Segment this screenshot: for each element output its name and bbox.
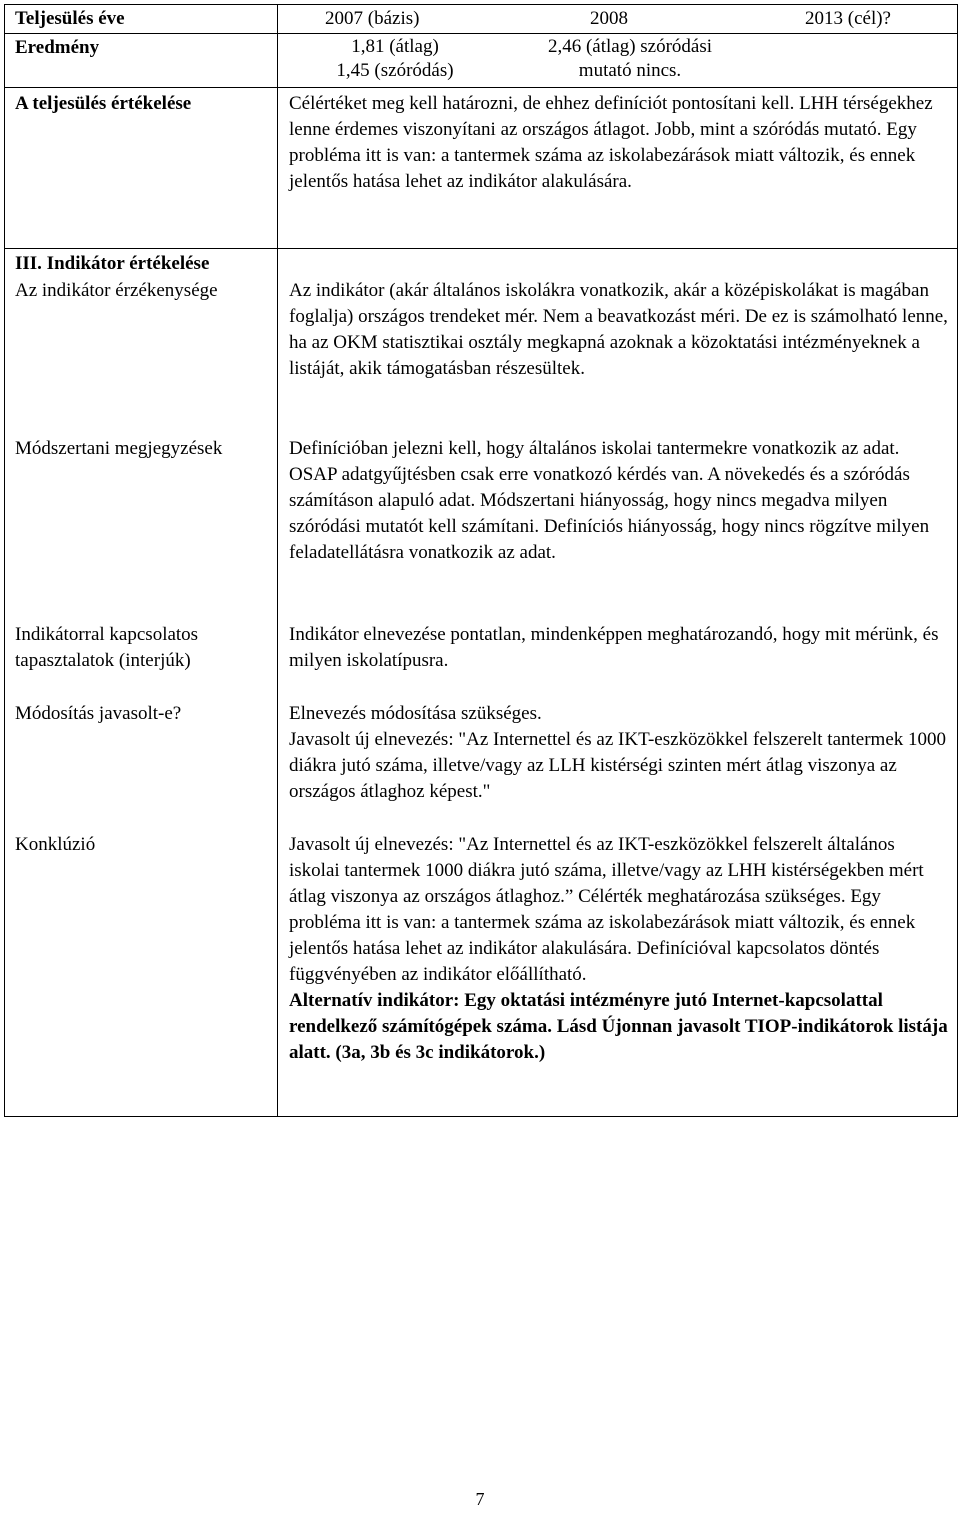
divider	[277, 34, 278, 87]
label-modszertani: Módszertani megjegyzések	[15, 438, 223, 459]
result-2008-spread: mutató nincs.	[578, 60, 682, 81]
result-2008	[510, 35, 750, 83]
text-modszertani: Definícióban jelezni kell, hogy általános iskolai tantermekre vonatkozik az adat. OSAP adatgyűjtésben csak erre vonatkozó kérdés van. A növekedés és a szóródás számításon alapuló adat. Módszertani hiányosság, hogy nincs megadva milyen szóródási mutatót kell számítani. Definíciós hiányosság, hogy nincs rögzítve milyen feladatellátásra vonatkozik az adat.	[289, 438, 930, 563]
text-konkluzio-main: Javasolt új elnevezés: "Az Internettel és az IKT-eszközökkel felszerelt általános iskolai tantermek 1000 diákra jutó száma, illetve/vagy az LHH kistérségekben mért átlag viszonya az országos átlaghoz.” Célérték meghatározása szükséges. Egy probléma itt is van: a tantermek száma az iskolabezárások miatt változik, és ennek jelentős hatása lehet az indikátor alakulására. Definícióval kapcsolatos döntés függvényében az indikátor előállítható.	[289, 834, 924, 985]
label-teljesules-ertekelese: A teljesülés értékelése	[15, 93, 192, 114]
section-indikator-ertekelese	[5, 248, 957, 1116]
text-konkluzio	[289, 832, 949, 1066]
text-modositas	[289, 701, 949, 805]
label-teljesules-eve: Teljesülés éve	[15, 8, 125, 29]
row-eredmeny	[5, 33, 957, 87]
label-modositas: Módosítás javasolt-e?	[15, 703, 182, 724]
text-tapasztalatok: Indikátor elnevezése pontatlan, mindenképpen meghatározandó, hogy mit mérünk, és milyen iskolatípusra.	[289, 624, 939, 671]
divider	[277, 249, 278, 1116]
section-heading: III. Indikátor értékelése	[15, 253, 210, 274]
text-modositas-line1: Elnevezés módosítása szükséges.	[289, 703, 542, 724]
year-2008: 2008	[590, 8, 628, 29]
result-2007	[305, 35, 485, 83]
row-teljesules-ertekelese	[5, 87, 957, 248]
result-2007-avg: 1,81 (átlag)	[351, 36, 439, 57]
result-2007-spread: 1,45 (szóródás)	[336, 60, 454, 81]
label-erzekenyseg: Az indikátor érzékenysége	[15, 280, 218, 301]
label-konkluzio: Konklúzió	[15, 834, 96, 855]
label-eredmeny: Eredmény	[15, 37, 100, 58]
result-2008-avg: 2,46 (átlag) szóródási	[547, 36, 713, 57]
divider	[277, 5, 278, 33]
label-tapasztalatok: Indikátorral kapcsolatos tapasztalatok (interjúk)	[15, 624, 199, 671]
text-modositas-line2: Javasolt új elnevezés: "Az Internettel és az IKT-eszközökkel felszerelt tantermek 1000 diákra jutó száma, illetve/vagy az LLH kistérségi szinten mért átlag viszonya az országos átlaghoz képest."	[289, 729, 947, 802]
text-erzekenyseg: Az indikátor (akár általános iskolákra vonatkozik, akár a középiskolákat is magában foglalja) országos trendeket mér. Nem a beavatkozást méri. De ez is számolható lenne, ha az OKM statisztikai osztály megkapná azoknak a közoktatási intézményeknek a listáját, akik támogatásban részesültek.	[289, 280, 948, 379]
text-konkluzio-alternative: Alternatív indikátor: Egy oktatási intézményre jutó Internet-kapcsolattal rendelkező számítógépek száma. Lásd Újonnan javasolt TIOP-indikátorok listája alatt. (3a, 3b és 3c indikátorok.)	[289, 990, 948, 1063]
year-2013: 2013 (cél)?	[805, 8, 891, 29]
row-teljesules-eve	[5, 5, 957, 33]
year-2007: 2007 (bázis)	[325, 8, 420, 29]
assessment-text: Célértéket meg kell határozni, de ehhez definíciót pontosítani kell. LHH térségekhez lenne érdemes viszonyítani az országos átlagot. Jobb, mint a szóródás mutató. Egy probléma itt is van: a tantermek száma az iskolabezárások miatt változik, és ennek jelentős hatása lehet az indikátor alakulására.	[289, 93, 933, 192]
indicator-table	[4, 4, 958, 1117]
divider	[277, 88, 278, 248]
page-number: 7	[475, 1489, 485, 1509]
